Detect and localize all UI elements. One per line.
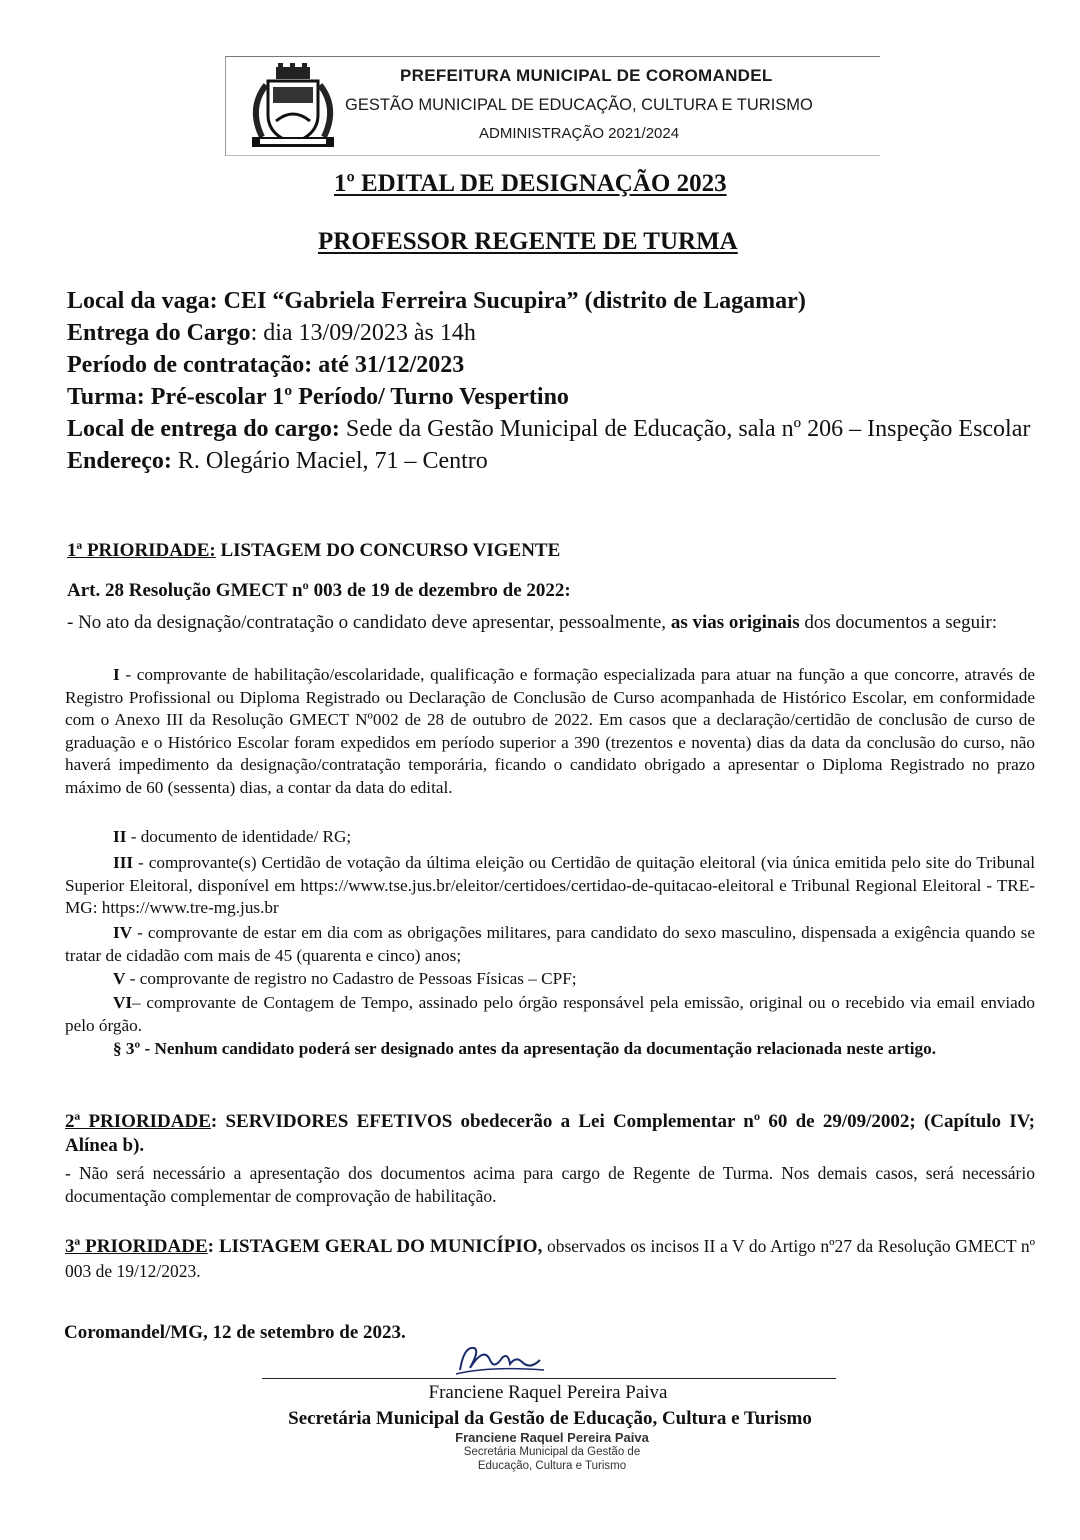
entrega-cargo — [67, 317, 1047, 349]
endereco-value: R. Olegário Maciel, 71 – Centro — [171, 448, 488, 474]
local-entrega — [67, 413, 1047, 445]
item-3 — [65, 852, 1035, 920]
priority-1-label: 1ª PRIORIDADE: — [67, 540, 216, 561]
lead-part-a: - No ato da designação/contratação o candidato deve apresentar, pessoalmente, — [67, 612, 671, 633]
cargo-title: PROFESSOR REGENTE DE TURMA — [318, 228, 738, 255]
signer-role: Secretária Municipal da Gestão de Educação, Cultura e Turismo — [288, 1408, 812, 1429]
local-entrega-label: Local de entrega do cargo: — [67, 416, 340, 442]
priority-2-text: : SERVIDORES EFETIVOS obedecerão a Lei Complementar nº 60 de 29/09/2002; (Capítulo IV; Alínea b). — [65, 1111, 1035, 1156]
item-6 — [65, 992, 1035, 1037]
signer-name: Franciene Raquel Pereira Paiva — [428, 1382, 668, 1403]
article-heading: Art. 28 Resolução GMECT nº 003 de 19 de dezembro de 2022: — [67, 580, 571, 601]
item-4-num: IV — [113, 923, 133, 942]
priority-2-heading — [65, 1110, 1035, 1158]
stamp-role-1: Secretária Municipal da Gestão de — [463, 1446, 641, 1458]
entrega-value: : dia 13/09/2023 às 14h — [250, 320, 476, 346]
item-6-text: – comprovante de Contagem de Tempo, assinado pelo órgão responsável pela emissão, original ou o recebido via email enviado pelo órgão. — [65, 993, 1035, 1035]
item-1 — [65, 664, 1035, 799]
prefeitura-name: PREFEITURA MUNICIPAL DE COROMANDEL — [400, 66, 773, 85]
item-4-text: - comprovante de estar em dia com as obrigações militares, para candidato do sexo masculino, dispensada a exigência quando se tratar de cidadão com mais de 45 (quarenta e cinco) anos; — [65, 923, 1035, 965]
item-1-text: - comprovante de habilitação/escolaridade, qualificação e formação especializada para atuar na função a que concorre, através de Registro Profissional ou Diploma Registrado ou Declaração de Conclusão de Curso acompanhada de Histórico Escolar, em conformidade com o Anexo III da Resolução GMECT Nº002 de 28 de outubro de 2022. Em casos que a declaração/certidão de conclusão de curso de graduação e o Histórico Escolar foram expedidos em período superior a 390 (trezentos e noventa) dias da data da conclusão do curso, não haverá impedimento da designação/contratação temporária, ficando o candidato obrigado a apresentar o Diploma Registrado no prazo máximo de 60 (sessenta) dias, a contar da data do edital. — [65, 665, 1035, 797]
item-2-text: - documento de identidade/ RG; — [126, 827, 352, 846]
item-2-num: II — [113, 827, 127, 846]
municipal-coat-of-arms-icon — [238, 63, 348, 151]
endereco-label: Endereço: — [67, 448, 172, 474]
local-entrega-value: Sede da Gestão Municipal de Educação, sala nº 206 – Inspeção Escolar — [339, 416, 1031, 442]
priority-3-rest: observados os incisos II a V do Artigo nº27 da Resolução GMECT nº 003 de 19/12/2023. — [65, 1236, 1036, 1281]
turma: Turma: Pré-escolar 1º Período/ Turno Vespertino — [67, 384, 569, 410]
item-1-num: I — [113, 665, 120, 684]
item-5-text: - comprovante de registro no Cadastro de Pessoas Físicas – CPF; — [125, 969, 577, 988]
paragraph-3: § 3º - Nenhum candidato poderá ser designado antes da apresentação da documentação relacionada neste artigo. — [113, 1039, 937, 1058]
signature-line — [262, 1378, 836, 1379]
priority-1-text: LISTAGEM DO CONCURSO VIGENTE — [215, 540, 561, 561]
priority-2-note: - Não será necessário a apresentação dos documentos acima para cargo de Regente de Turma. Nos demais casos, será necessário documentação complementar de comprovação de habilitação. — [65, 1163, 1035, 1206]
article-lead — [67, 611, 1035, 634]
stamp-role-2: Educação, Cultura e Turismo — [477, 1460, 627, 1472]
letterhead — [225, 56, 880, 156]
priority-3-text: : LISTAGEM GERAL DO MUNICÍPIO, — [207, 1236, 543, 1257]
lead-part-c: dos documentos a seguir: — [799, 612, 997, 633]
vacancy-info — [67, 285, 1047, 477]
item-2 — [65, 826, 1035, 849]
stamp-name: Franciene Raquel Pereira Paiva — [455, 1430, 649, 1445]
department-name: GESTÃO MUNICIPAL DE EDUCAÇÃO, CULTURA E TURISMO — [345, 96, 813, 114]
priority-3-label: 3ª PRIORIDADE — [65, 1236, 208, 1257]
periodo-contratacao: Período de contratação: até 31/12/2023 — [67, 352, 465, 378]
item-3-text: - comprovante(s) Certidão de votação da última eleição ou Certidão de quitação eleitoral (via única emitida pelo site do Tribunal Superior Eleitoral, disponível em https://www.tse.jus.br/eleitor/certidoes/certidao-de-quitacao-eleitoral e Tribunal Regional Eleitoral - TRE-MG: https://www.tre-mg.jus.br — [65, 853, 1035, 917]
item-6-num: VI — [113, 993, 133, 1012]
item-4 — [65, 922, 1035, 967]
priority-2-label: 2ª PRIORIDADE — [65, 1111, 211, 1132]
priority-1-heading — [67, 540, 560, 562]
item-5 — [65, 968, 1035, 991]
entrega-label: Entrega do Cargo — [67, 320, 251, 346]
priority-3 — [65, 1234, 1035, 1283]
edital-title: 1º EDITAL DE DESIGNAÇÃO 2023 — [334, 170, 727, 197]
local-vaga: Local da vaga: CEI “Gabriela Ferreira Sucupira” (distrito de Lagamar) — [67, 288, 806, 314]
endereco — [67, 445, 1047, 477]
lead-part-b: as vias originais — [670, 612, 800, 633]
official-stamp — [452, 1430, 652, 1473]
administration-period: ADMINISTRAÇÃO 2021/2024 — [479, 125, 680, 142]
place-date: Coromandel/MG, 12 de setembro de 2023. — [64, 1322, 406, 1343]
item-5-num: V — [113, 969, 126, 988]
item-3-num: III — [113, 853, 134, 872]
handwritten-signature-icon — [450, 1340, 550, 1382]
